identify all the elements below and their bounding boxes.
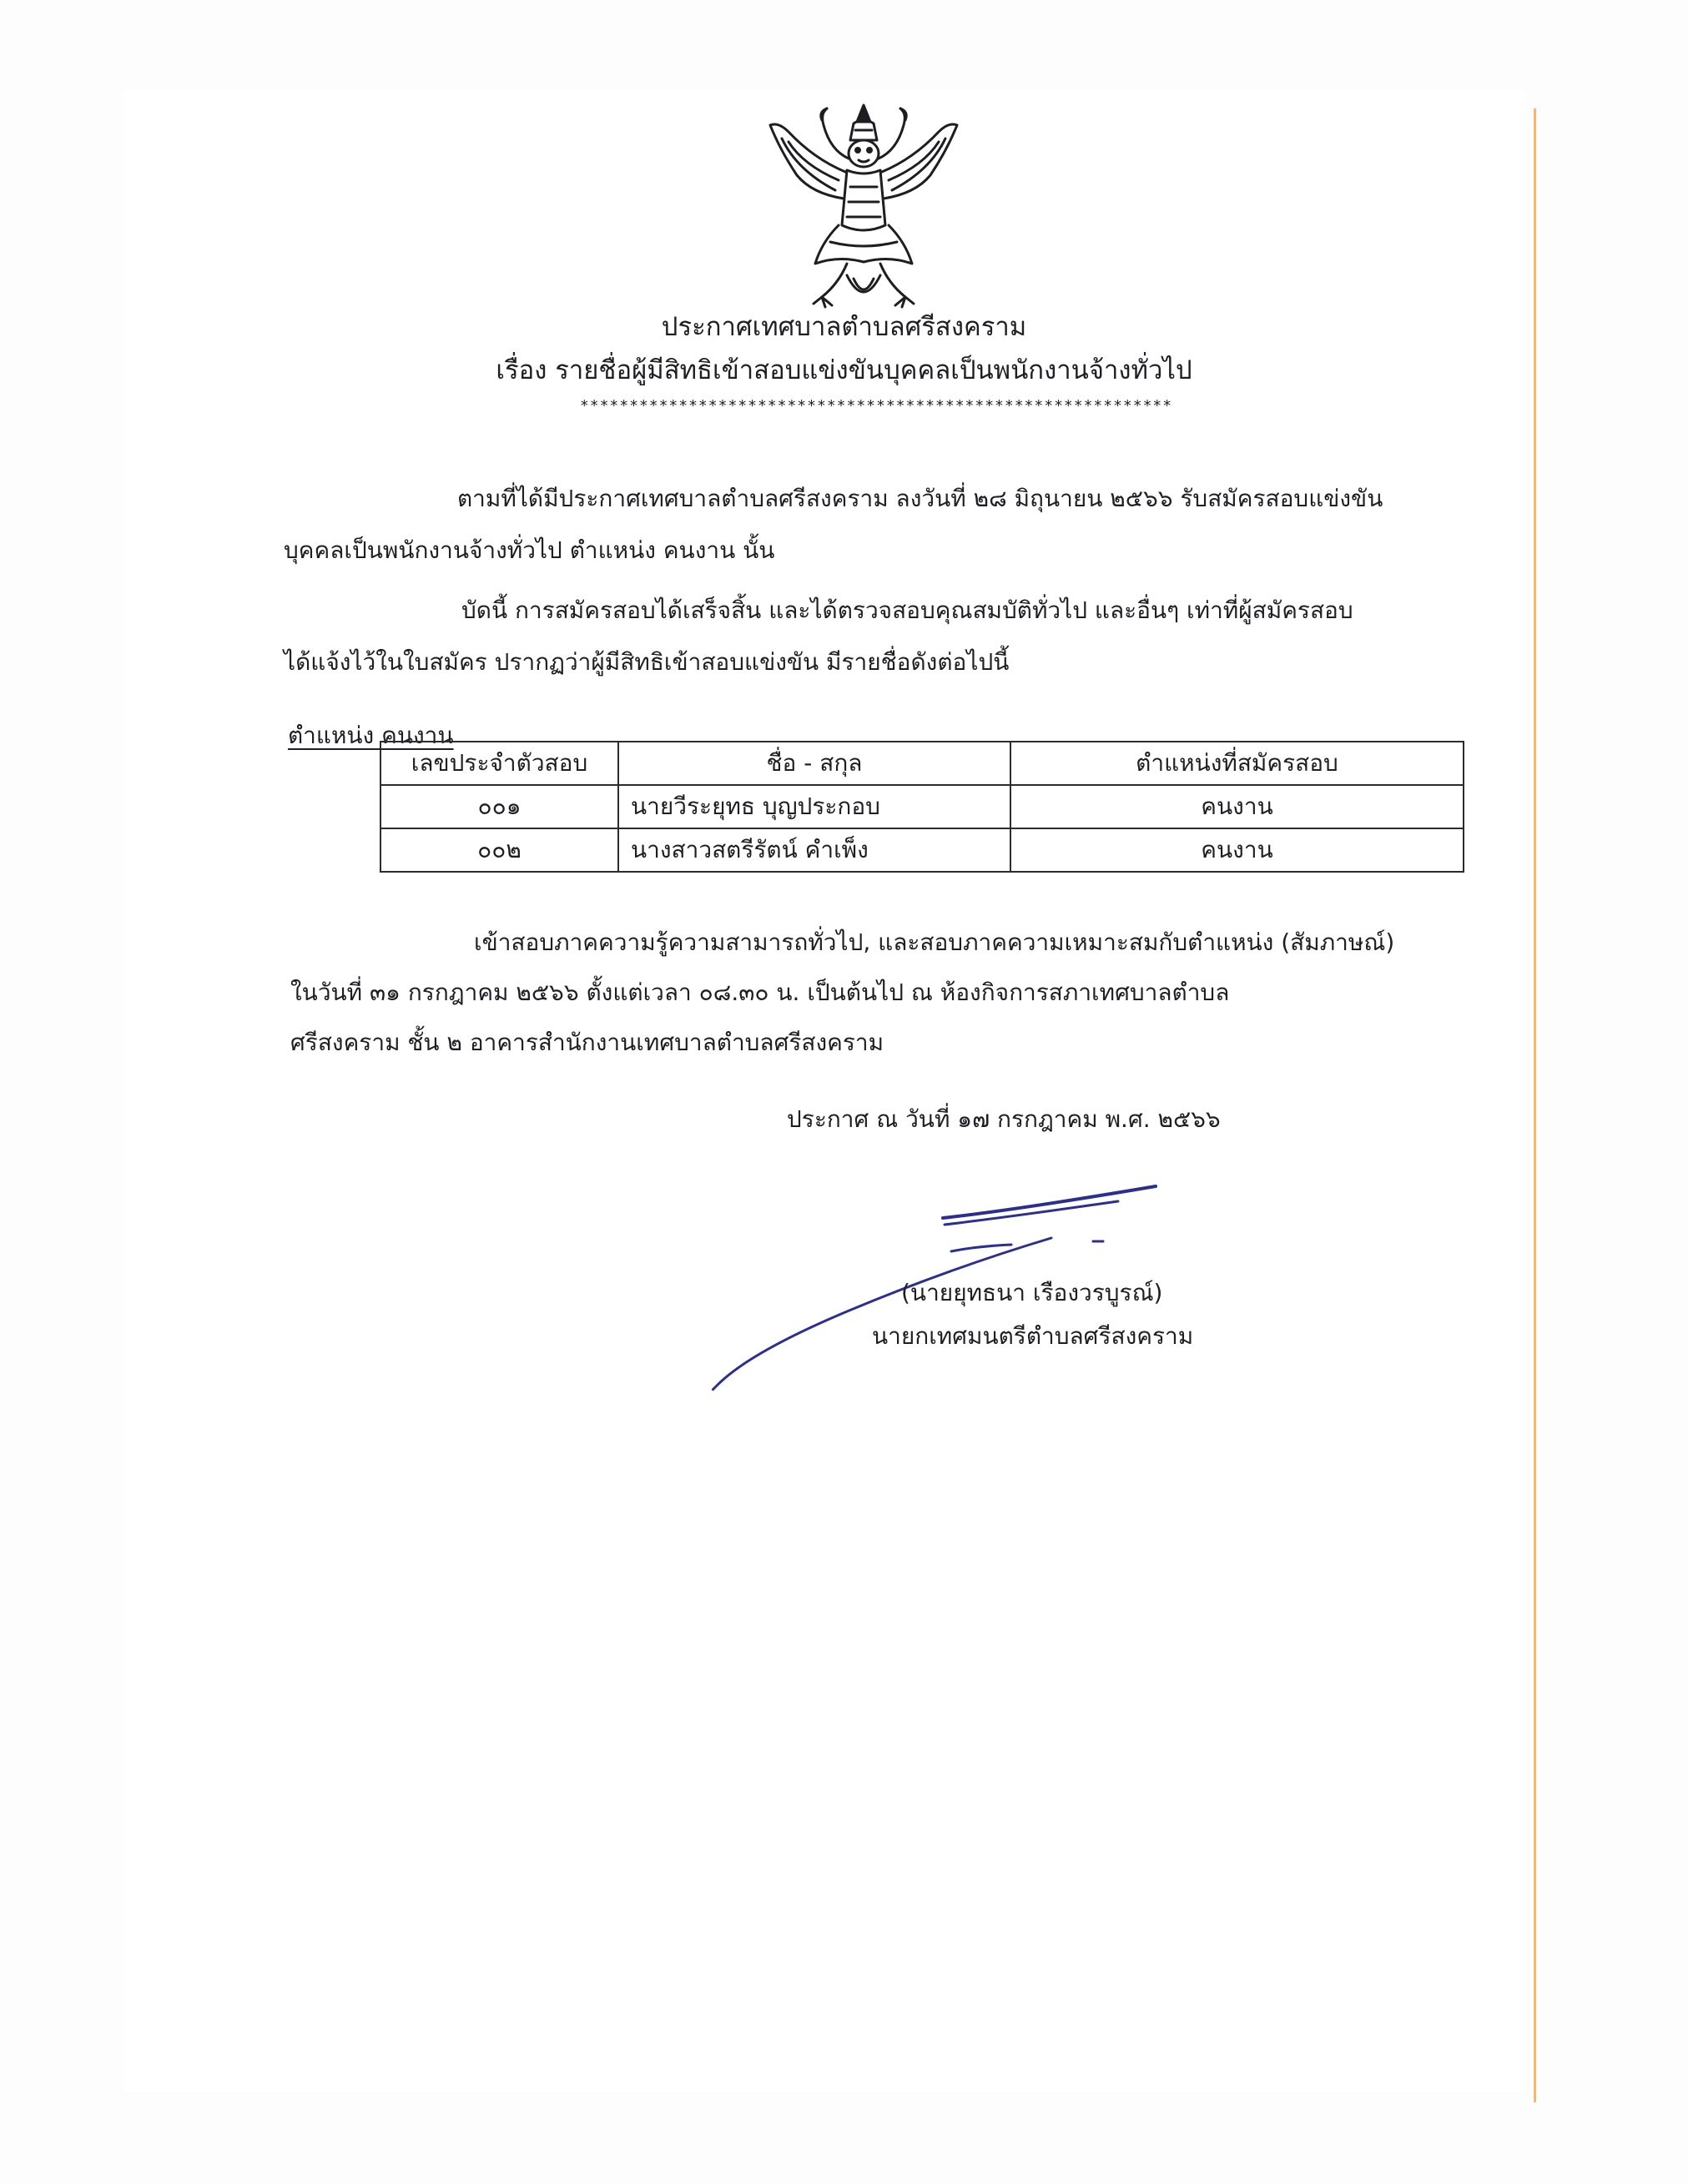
column-header-exam-id: เลขประจำตัวสอบ	[380, 742, 618, 785]
paragraph-3-line-2: ในวันที่ ๓๑ กรกฎาคม ๒๕๖๖ ตั้งแต่เวลา ๐๘.๓๐ น. เป็นต้นไป ณ ห้องกิจการสภาเทศบาลตำบล	[290, 979, 1230, 1006]
cell-position: คนงาน	[1010, 785, 1464, 828]
signer-name: (นายยุทธนา เรืองวรบูรณ์)	[901, 1279, 1163, 1306]
announcement-subject: เรื่อง รายชื่อผู้มีสิทธิเข้าสอบแข่งขันบุคคลเป็นพนักงานจ้างทั่วไป	[496, 355, 1192, 385]
paragraph-1-line-2: บุคคลเป็นพนักงานจ้างทั่วไป ตำแหน่ง คนงาน นั้น	[284, 536, 775, 564]
announcement-title: ประกาศเทศบาลตำบลศรีสงคราม	[661, 312, 1027, 342]
header-divider: ************************************************************	[579, 397, 1173, 415]
candidate-table	[380, 741, 1464, 873]
cell-position: คนงาน	[1010, 828, 1464, 872]
column-header-name: ชื่อ - สกุล	[618, 742, 1010, 785]
document-page	[123, 90, 1525, 2092]
cell-exam-id: ๐๐๒	[380, 828, 618, 872]
cell-name: นางสาวสตรีรัตน์ คำเพ็ง	[618, 828, 1010, 872]
table-row	[380, 785, 1464, 828]
cell-exam-id: ๐๐๑	[380, 785, 618, 828]
garuda-emblem-icon	[763, 100, 964, 313]
paragraph-1-line-1: ตามที่ได้มีประกาศเทศบาลตำบลศรีสงคราม ลงวันที่ ๒๘ มิถุนายน ๒๕๖๖ รับสมัครสอบแข่งขัน	[457, 485, 1383, 512]
page-edge-line	[1534, 108, 1536, 2102]
paragraph-3-line-1: เข้าสอบภาคความรู้ความสามารถทั่วไป, และสอบภาคความเหมาะสมกับตำแหน่ง (สัมภาษณ์)	[474, 928, 1395, 956]
table-header-row	[380, 742, 1464, 785]
position-heading: ตำแหน่ง คนงาน	[288, 722, 454, 749]
paragraph-2-line-2: ได้แจ้งไว้ในใบสมัคร ปรากฏว่าผู้มีสิทธิเข้าสอบแข่งขัน มีรายชื่อดังต่อไปนี้	[284, 648, 1010, 676]
announcement-date: ประกาศ ณ วันที่ ๑๗ กรกฎาคม พ.ศ. ๒๕๖๖	[787, 1105, 1221, 1133]
signer-title: นายกเทศมนตรีตำบลศรีสงคราม	[872, 1322, 1194, 1350]
table-row	[380, 828, 1464, 872]
cell-name: นายวีระยุทธ บุญประกอบ	[618, 785, 1010, 828]
paragraph-2-line-1: บัดนี้ การสมัครสอบได้เสร็จสิ้น และได้ตรวจสอบคุณสมบัติทั่วไป และอื่นๆ เท่าที่ผู้สมัครสอบ	[461, 596, 1353, 624]
column-header-position: ตำแหน่งที่สมัครสอบ	[1010, 742, 1464, 785]
paragraph-3-line-3: ศรีสงคราม ชั้น ๒ อาคารสำนักงานเทศบาลตำบลศรีสงคราม	[290, 1029, 884, 1056]
